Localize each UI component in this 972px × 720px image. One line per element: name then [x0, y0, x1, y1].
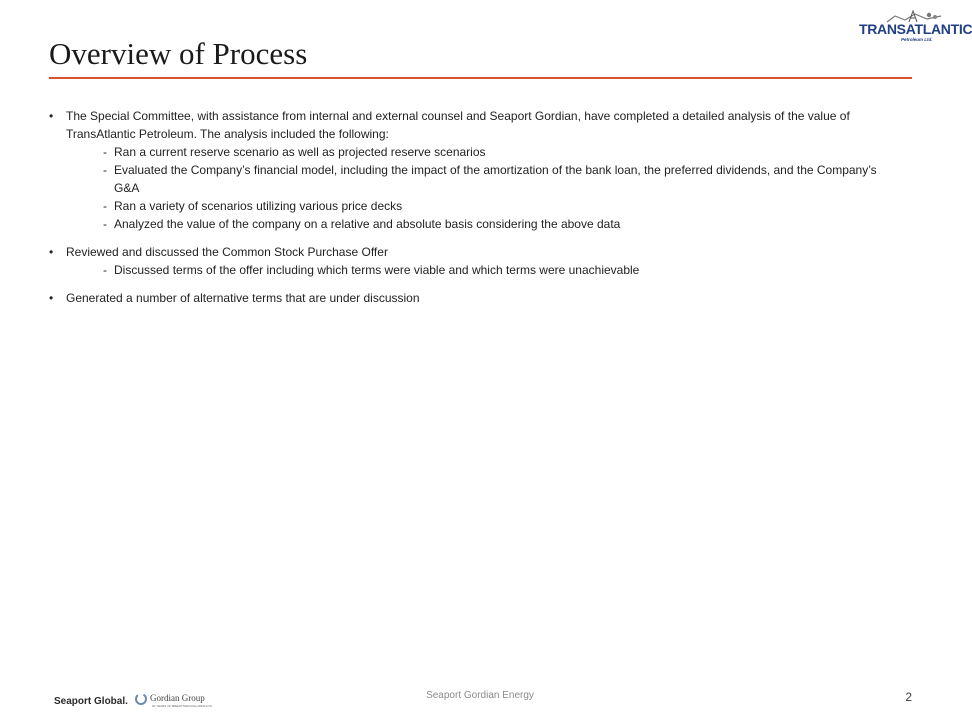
sub-item-text: Ran a variety of scenarios utilizing various price decks — [114, 199, 403, 213]
transatlantic-logo — [855, 10, 972, 48]
bullet-text: Reviewed and discussed the Common Stock Purchase Offer — [66, 245, 388, 259]
gordian-logo: Gordian Group — [150, 693, 205, 703]
sub-item-text: Evaluated the Company’s financial model, including the impact of the amortization of the bank loan, the preferred dividends, and the Company’s G&A — [114, 163, 877, 195]
page-number: 2 — [905, 690, 912, 704]
dash-marker: - — [103, 163, 107, 177]
bullet-list — [49, 107, 889, 317]
dash-marker: - — [103, 263, 107, 277]
dash-marker: - — [103, 217, 107, 231]
bullet-marker: • — [49, 245, 54, 259]
bullet-marker: • — [49, 291, 54, 305]
logo-name: TRANSATLANTIC — [859, 21, 972, 37]
sub-item — [66, 215, 889, 233]
footer-title: Seaport Gordian Energy — [426, 690, 534, 701]
sub-item — [66, 261, 889, 279]
bullet-item — [49, 107, 889, 233]
bullet-text: The Special Committee, with assistance from internal and external counsel and Seaport Gordian, have completed a detailed analysis of the value of TransAtlantic Petroleum. The analysis included the following: — [66, 109, 850, 141]
bullet-marker: • — [49, 109, 54, 123]
sub-item — [66, 161, 889, 197]
dash-marker: - — [103, 145, 107, 159]
bullet-text: Generated a number of alternative terms that are under discussion — [66, 291, 420, 305]
bullet-item — [49, 243, 889, 279]
title-divider — [49, 77, 912, 79]
dash-marker: - — [103, 199, 107, 213]
gordian-tagline: 30 YEARS OF BREAKTHROUGH RESULTS — [152, 704, 212, 708]
sub-item — [66, 143, 889, 161]
seaport-logo: Seaport Global. — [54, 696, 128, 707]
sub-item-text: Ran a current reserve scenario as well as projected reserve scenarios — [114, 145, 486, 159]
sub-item — [66, 197, 889, 215]
sub-item-text: Discussed terms of the offer including which terms were viable and which terms were unachievable — [114, 263, 640, 277]
bullet-item — [49, 289, 889, 307]
page-title: Overview of Process — [49, 36, 308, 71]
logo-sub: Petroleum Ltd. — [901, 37, 933, 42]
sub-item-text: Analyzed the value of the company on a relative and absolute basis considering the above data — [114, 217, 621, 231]
